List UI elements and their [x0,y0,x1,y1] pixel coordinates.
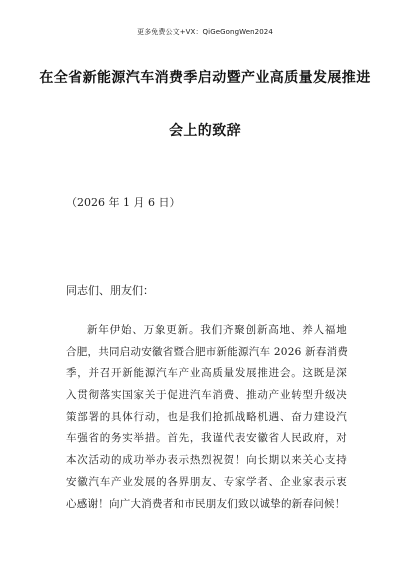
greeting: 同志们、朋友们： [66,284,154,297]
paragraph-line: 季，并召开新能源汽车产业高质量发展推进会。这既是深 [66,367,347,380]
paragraph-line: 合肥，共同启动安徽省暨合肥市新能源汽车 2026 新春消费 [66,345,349,358]
paragraph-line: 策部署的具体行动，也是我们抢抓战略机遇、奋力建设汽 [66,410,347,423]
paragraph-line: 本次活动的成功举办表示热烈祝贺！向长期以来关心支持 [66,454,347,467]
document-title-continued: 会上的致辞 [169,123,241,139]
paragraph-line: 新年伊始、万象更新。我们齐聚创新高地、养人福地 [87,324,347,336]
body-paragraph [66,320,347,515]
document-date: （2026 年 1 月 6 日） [66,196,181,209]
paragraph-line: 心感谢！向广大消费者和市民朋友们致以诚挚的新春问候！ [66,497,346,510]
paragraph-line: 入贯彻落实国家关于促进汽车消费、推动产业转型升级决 [66,389,347,402]
paragraph-line: 车强省的务实举措。首先，我谨代表安徽省人民政府，对 [66,432,347,445]
document-title: 在全省新能源汽车消费季启动暨产业高质量发展推进 [39,70,371,86]
header-note: 更多免费公文+VX：QiGeGongWen2024 [137,28,273,36]
paragraph-line: 安徽汽车产业发展的各界朋友、专家学者、企业家表示衷 [66,475,347,488]
